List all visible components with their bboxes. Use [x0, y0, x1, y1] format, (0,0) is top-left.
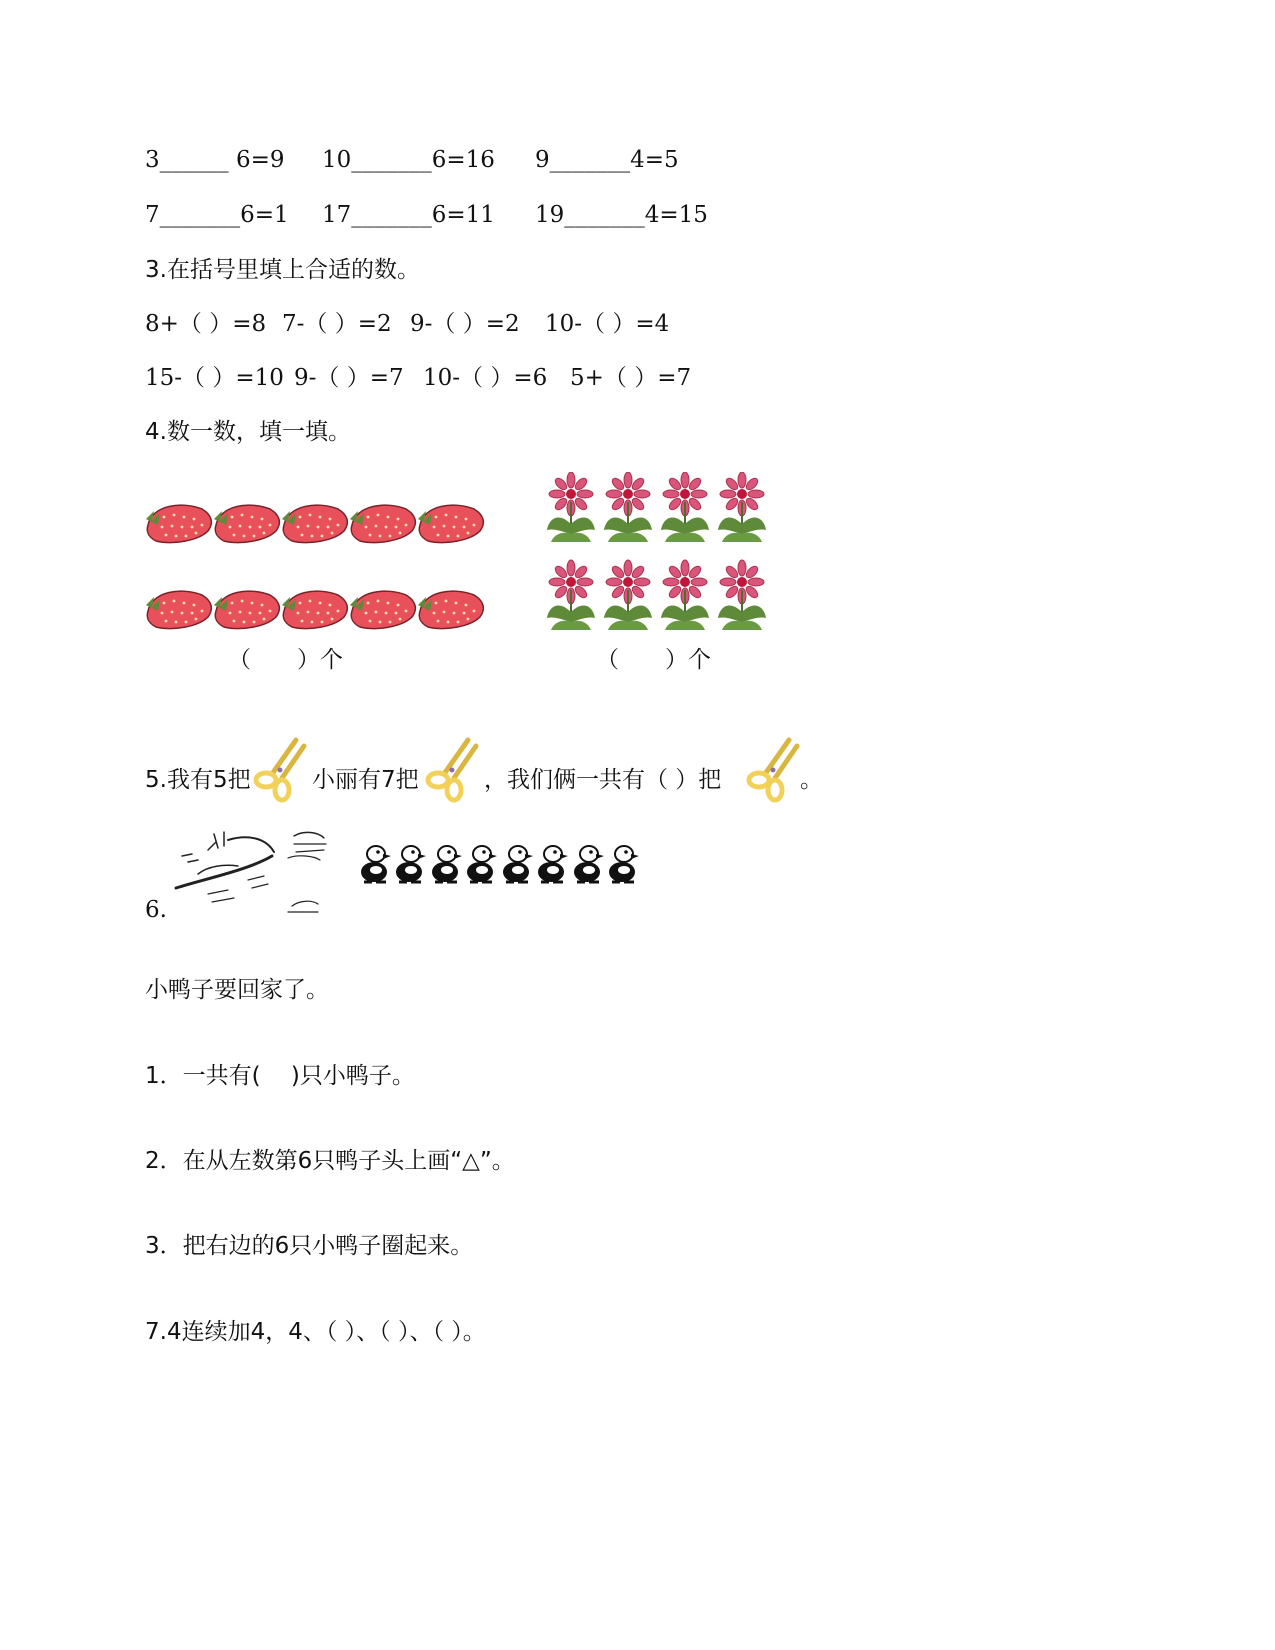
duck-icon — [538, 846, 568, 882]
strawberry-icon — [146, 591, 211, 628]
q2-eq-2-1: 7_______6=1 — [145, 202, 289, 228]
strawberry-icon — [146, 505, 211, 542]
q7-text: 7.4连续加4，4、（ ）、（ ）、（ ）。 — [145, 1319, 486, 1345]
strawberry-icon — [214, 591, 279, 628]
flower-row-1 — [547, 472, 766, 542]
q2-eq-1-3: 9_______4=5 — [535, 147, 679, 173]
q6-intro: 小鸭子要回家了。 — [145, 977, 329, 1003]
q3-eq-2-3: 10-（ ）=6 — [423, 365, 548, 391]
flower-icon — [604, 472, 652, 542]
scissors-icon — [424, 734, 486, 804]
duck-icon — [467, 846, 497, 882]
flower-answer-blank: （ ）个 — [596, 647, 711, 673]
strawberry-icon — [350, 505, 415, 542]
q3-eq-2-1: 15-（ ）=10 — [145, 365, 284, 391]
strawberry-row-2 — [146, 591, 483, 628]
q2-eq-1-2: 10_______6=16 — [322, 147, 495, 173]
pond-drawing — [168, 826, 358, 918]
q5-text-4: 。 — [800, 767, 823, 793]
flower-icon — [661, 560, 709, 630]
strawberry-icon — [418, 505, 483, 542]
strawberry-icon — [418, 591, 483, 628]
strawberry-answer-blank: （ ）个 — [228, 647, 343, 673]
flower-icon — [547, 472, 595, 542]
flower-icon — [661, 472, 709, 542]
duck-icon — [503, 846, 533, 882]
duck-icon — [574, 846, 604, 882]
flower-icon — [547, 560, 595, 630]
flower-group — [545, 472, 775, 637]
q3-eq-2-2: 9-（ ）=7 — [294, 365, 404, 391]
q3-eq-1-4: 10-（ ）=4 — [545, 311, 670, 337]
q2-eq-1-1: 3______ 6=9 — [145, 147, 285, 173]
strawberry-icon — [282, 591, 347, 628]
ducks-row — [358, 840, 648, 892]
q6-item-1: 1．一共有( )只小鸭子。 — [145, 1063, 415, 1089]
flower-icon — [718, 560, 766, 630]
duck-icon — [396, 846, 426, 882]
duck-icon — [361, 846, 391, 882]
scissors-icon — [252, 734, 314, 804]
flower-row-2 — [547, 560, 766, 630]
strawberry-row-1 — [146, 505, 483, 542]
flower-icon — [604, 560, 652, 630]
flower-icon — [718, 472, 766, 542]
q2-eq-2-2: 17_______6=11 — [322, 202, 495, 228]
q6-item-3: 3．把右边的6只小鸭子圈起来。 — [145, 1233, 474, 1259]
strawberry-icon — [214, 505, 279, 542]
strawberry-icon — [282, 505, 347, 542]
q3-title: 3.在括号里填上合适的数。 — [145, 257, 420, 283]
q3-eq-1-3: 9-（ ）=2 — [410, 311, 520, 337]
q2-eq-2-3: 19_______4=15 — [535, 202, 708, 228]
strawberry-icon — [350, 591, 415, 628]
q5-text-3: ，我们俩一共有（ ）把 — [484, 767, 722, 793]
q6-number: 6. — [145, 897, 167, 923]
q5-text-1: 5.我有5把 — [145, 767, 251, 793]
q3-eq-1-2: 7-（ ）=2 — [282, 311, 392, 337]
q3-eq-2-4: 5+（ ）=7 — [570, 365, 692, 391]
scissors-icon — [745, 734, 807, 804]
q3-eq-1-1: 8+（ ）=8 — [145, 311, 267, 337]
q6-item-2: 2．在从左数第6只鸭子头上画“△”。 — [145, 1148, 515, 1174]
q4-title: 4.数一数，填一填。 — [145, 419, 351, 445]
q5-text-2: 小丽有7把 — [312, 767, 419, 793]
duck-icon — [432, 846, 462, 882]
duck-icon — [609, 846, 639, 882]
strawberry-group — [140, 495, 500, 645]
